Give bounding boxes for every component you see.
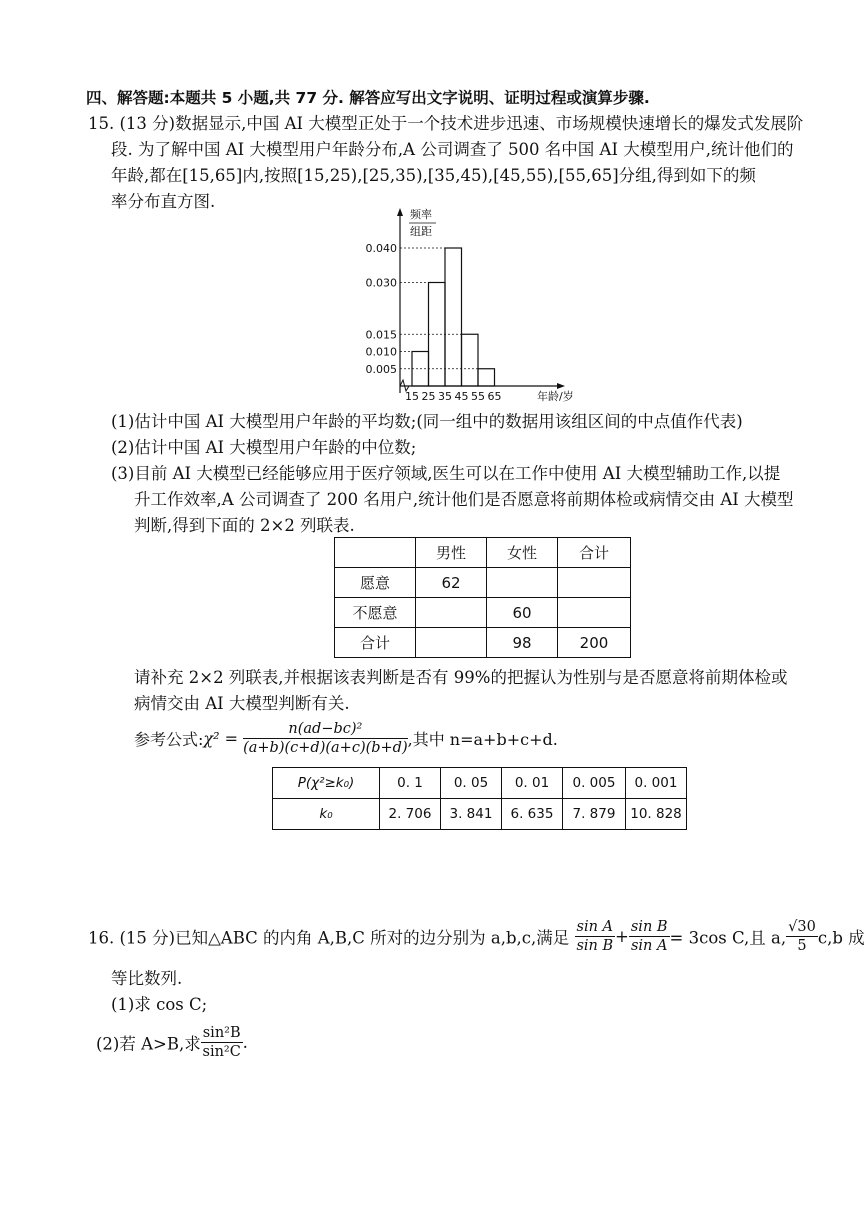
q15-line-4: 率分布直方图. [111,192,216,211]
table-cell [335,538,416,568]
fraction-denominator: sin A [630,938,668,954]
row-label: P(χ²≥k₀) [273,768,380,799]
q15-line-3: 年龄,都在[15,65]内,按照[15,25),[25,35),[35,45),[45,55),[55,65]分组,得到如下的频 [111,166,756,185]
q15-sub1: (1)估计中国 AI 大模型用户年龄的平均数;(同一组中的数据用该组区间的中点值作代表) [111,412,743,431]
q16-fraction-1 [575,918,616,955]
plus-sign: + [615,927,629,946]
table-cell: 10. 828 [626,799,687,830]
q16-sub2-prefix: (2)若 A>B,求 [96,1034,201,1054]
q15-sub3-line-1: (3)目前 AI 大模型已经能够应用于医疗领域,医生可以在工作中使用 AI 大模型辅助工作,以提 [111,464,781,483]
fraction-denominator: 5 [797,938,807,954]
table-header-male: 男性 [416,538,487,568]
histogram-bar [445,248,462,386]
y-tick-label: 0.010 [365,345,397,359]
table-cell: 2. 706 [380,799,441,830]
y-tick-label: 0.040 [365,242,397,255]
table-row [335,538,631,568]
table-cell: 6. 635 [502,799,563,830]
table-cell: 3. 841 [441,799,502,830]
formula-prefix: 参考公式: [134,730,204,749]
y-axis-arrow [397,208,403,216]
row-label: k₀ [273,799,380,830]
probability-table [272,767,687,830]
fraction-denominator: sin²C [202,1044,241,1060]
q16-prefix: 16. (15 分)已知△ABC 的内角 A,B,C 所对的边分别为 a,b,c,满足 [88,928,570,948]
histogram-bar [478,369,495,386]
x-label: 年龄/岁 [537,390,574,403]
q15-line-2: 段. 为了解中国 AI 大模型用户年龄分布,A 公司调查了 500 名中国 AI 大模型用户,统计他们的 [111,140,794,159]
table-header-total: 合计 [558,538,631,568]
fraction-numerator: sin²B [202,1025,241,1041]
table-cell: 98 [487,628,558,658]
table-cell [487,568,558,598]
q16-sub2-suffix: . [242,1033,248,1052]
y-tick-label: 0.015 [365,328,397,342]
fraction-numerator: sin A [576,919,614,935]
formula-lhs: χ² = [203,729,239,748]
q16-fraction-3 [786,918,818,955]
fraction-numerator: √30 [788,919,816,935]
q16-line-1 [88,918,865,955]
q16-fraction-4 [201,1024,243,1061]
q15-line-1: 15. (13 分)数据显示,中国 AI 大模型正处于一个技术进步迅速、市场规模快速增长的爆发式发展阶 [88,114,804,133]
table-cell: 0. 001 [626,768,687,799]
row-label: 愿意 [335,568,416,598]
q15-sub3-line-3: 判断,得到下面的 2×2 列联表. [134,516,355,535]
table-cell: 7. 879 [563,799,626,830]
x-tick-label: 15 [405,390,419,403]
x-tick-label: 25 [421,390,436,403]
q15-instruction-line-1: 请补充 2×2 列联表,并根据该表判断是否有 99%的把握认为性别与是否愿意将前期体检或 [134,668,788,687]
table-row [273,799,687,830]
x-tick-label: 45 [454,390,469,403]
row-label: 不愿意 [335,598,416,628]
q16-sub2 [96,1024,248,1061]
q15-sub3-line-2: 升工作效率,A 公司调查了 200 名用户,统计他们是否愿意将前期体检或病情交由 AI 大模型 [134,490,794,509]
table-row [335,568,631,598]
table-cell: 0. 005 [563,768,626,799]
table-row [335,598,631,628]
q16-fraction-2 [629,918,670,955]
y-tick-label: 0.005 [365,362,397,376]
table-row [335,628,631,658]
table-cell: 0. 01 [502,768,563,799]
fraction-numerator: sin B [630,919,668,935]
formula-fraction [243,720,408,757]
fraction-denominator: sin B [576,938,614,954]
row-label: 合计 [335,628,416,658]
table-cell: 0. 05 [441,768,502,799]
table-cell [558,598,631,628]
y-label-top: 频率 [410,208,432,221]
x-tick-label: 55 [471,390,485,403]
x-axis-arrow [557,383,565,389]
x-tick-label: 65 [487,390,502,403]
table-cell: 0. 1 [380,768,441,799]
table-cell: 60 [487,598,558,628]
q16-sub1: (1)求 cos C; [111,995,208,1014]
q16-suffix: c,b 成 [817,928,865,948]
table-cell: 200 [558,628,631,658]
y-tick-label: 0.030 [365,276,397,290]
table-cell [416,628,487,658]
q16-line-2: 等比数列. [111,969,183,988]
table-row [273,768,687,799]
q16-equation-mid: = 3cos C,且 a, [669,928,787,948]
q15-instruction-line-2: 病情交由 AI 大模型判断有关. [134,694,350,713]
reference-formula [134,720,558,757]
table-cell [558,568,631,598]
section-header: 四、解答题:本题共 5 小题,共 77 分. 解答应写出文字说明、证明过程或演算步骤. [86,89,650,107]
table-cell: 62 [416,568,487,598]
histogram-bar [462,334,479,386]
contingency-table [334,537,631,658]
q15-sub2: (2)估计中国 AI 大模型用户年龄的中位数; [111,438,417,457]
formula-suffix: ,其中 n=a+b+c+d. [407,730,558,749]
formula-denominator: (a+b)(c+d)(a+c)(b+d) [243,740,408,756]
formula-numerator: n(ad−bc)² [243,720,408,739]
table-cell [416,598,487,628]
frequency-histogram [360,205,600,405]
y-label-bottom: 组距 [410,225,432,238]
x-tick-label: 35 [438,390,452,403]
table-header-female: 女性 [487,538,558,568]
